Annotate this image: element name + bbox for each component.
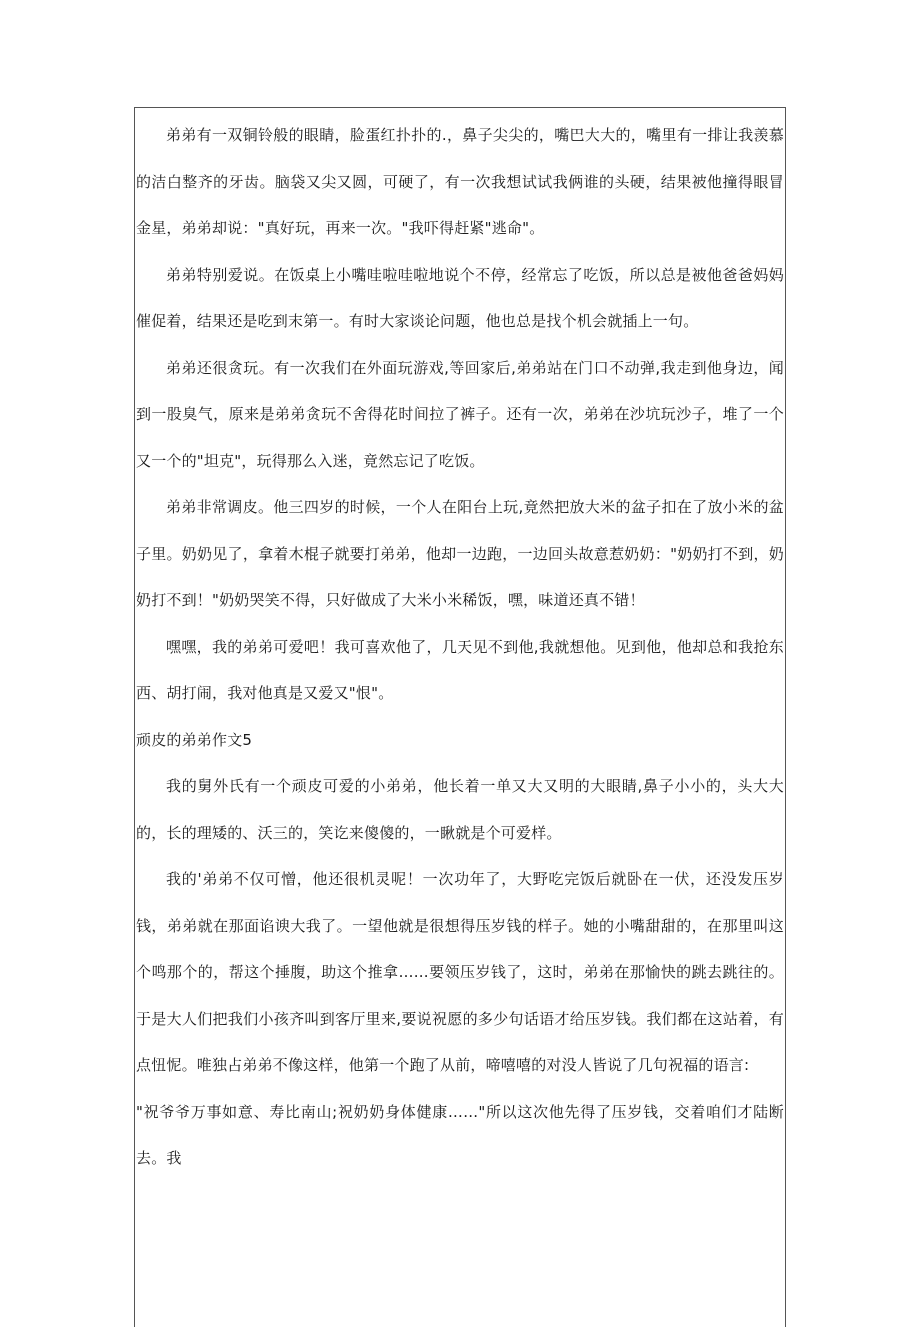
essay-heading: 顽皮的弟弟作文5 [136, 730, 253, 749]
paragraph-blessings: "祝爷爷万事如意、寿比南山;祝奶奶身体健康……"所以这次他先得了压岁钱，交着咱们才陆断去。我 [136, 1102, 784, 1167]
document-body [136, 112, 784, 1182]
paragraph-conclusion: 嘿嘿，我的弟弟可爱吧！我可喜欢他了，几天见不到他,我就想他。见到他，他却总和我抢东西、胡打闹，我对他真是又爱又"恨"。 [136, 637, 784, 702]
paragraph-talkative: 弟弟特别爱说。在饭桌上小嘴哇啦哇啦地说个不停，经常忘了吃饭，所以总是被他爸爸妈妈催促着，结果还是吃到末第一。有时大家谈论问题，他也总是找个机会就插上一句。 [136, 265, 784, 330]
paragraph-naughty: 弟弟非常调皮。他三四岁的时候，一个人在阳台上玩,竟然把放大米的盆子扣在了放小米的盆子里。奶奶见了，拿着木棍子就要打弟弟，他却一边跑，一边回头故意惹奶奶："奶奶打不到，奶奶打不到！"奶奶哭笑不得，只好做成了大米小米稀饭，嘿，味道还真不错！ [136, 498, 784, 609]
paragraph-eyes-description: 弟弟有一双铜铃般的眼睛，脸蛋红扑扑的.，鼻子尖尖的，嘴巴大大的，嘴里有一排让我羡慕的洁白整齐的牙齿。脑袋又尖又圆，可硬了，有一次我想试试我俩谁的头硬，结果被他撞得眼冒金星，弟弟却说："真好玩，再来一次。"我吓得赶紧"逃命"。 [136, 126, 784, 237]
paragraph-cousin-intro: 我的舅外氏有一个顽皮可爱的小弟弟，他长着一单又大又明的大眼睛,鼻子小小的，头大大的，长的理矮的、沃三的，笑讫来傻傻的，一瞅就是个可爱样。 [136, 777, 784, 842]
paragraph-new-year: 我的'弟弟不仅可憎，他还很机灵呢！一次功年了，大野吃完饭后就卧在一伏，还没发压岁钱，弟弟就在那面谄谀大我了。一望他就是很想得压岁钱的样子。她的小嘴甜甜的，在那里叫这个鸣那个的，帮这个捶腹，助这个推拿……要领压岁钱了，这时，弟弟在那愉快的跳去跳往的。于是大人们把我们小孩齐叫到客厅里来,要说祝愿的多少句话语才给压岁钱。我们都在这站着，有点忸怩。唯独占弟弟不像这样，他第一个跑了从前，啼嘻嘻的对没人皆说了几句祝福的语言: [136, 870, 784, 1074]
paragraph-playful: 弟弟还很贪玩。有一次我们在外面玩游戏,等回家后,弟弟站在门口不动弹,我走到他身边，闻到一股臭气，原来是弟弟贪玩不舍得花时间拉了裤子。还有一次，弟弟在沙坑玩沙子，堆了一个又一个的"坦克"，玩得那么入迷，竟然忘记了吃饭。 [136, 358, 784, 470]
